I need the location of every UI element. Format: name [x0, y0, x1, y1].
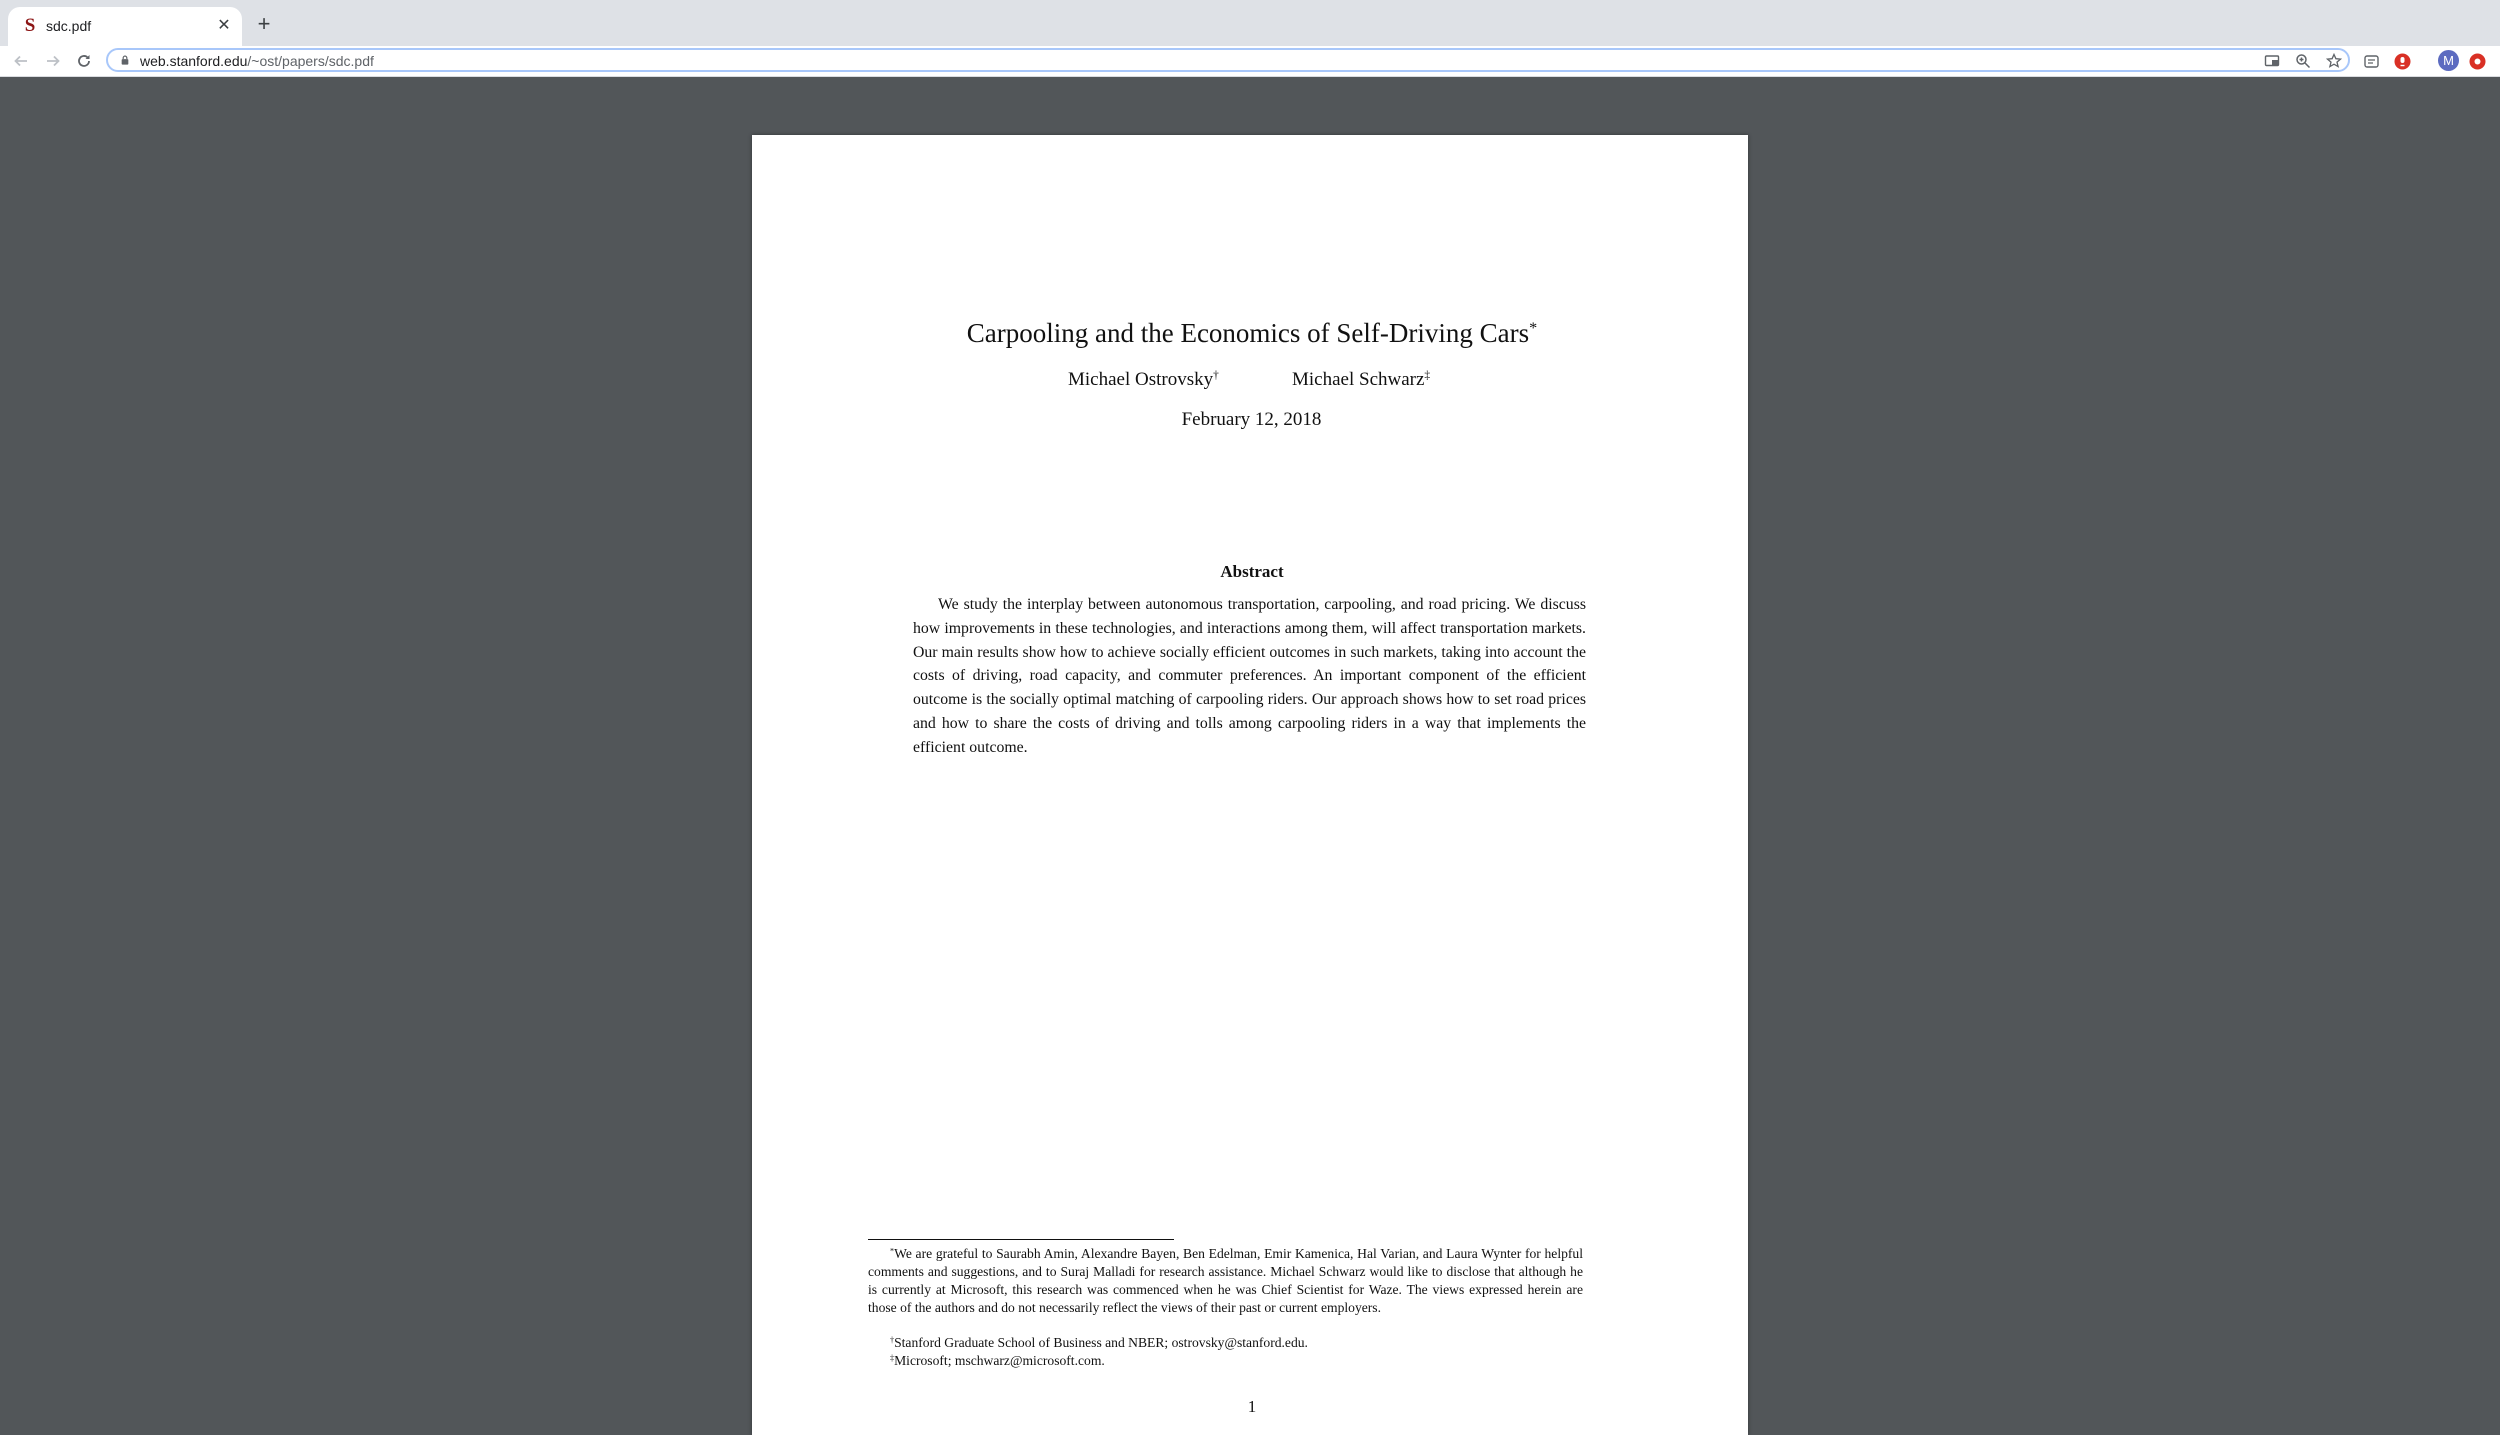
- reload-button[interactable]: [72, 49, 96, 73]
- tab-strip: [0, 0, 2500, 46]
- footnote-text: Stanford Graduate School of Business and NBER; ostrovsky@stanford.edu.: [894, 1335, 1308, 1350]
- footnote-acknowledgements: [868, 1245, 1583, 1317]
- record-extension-icon[interactable]: [2394, 53, 2411, 70]
- new-tab-button[interactable]: +: [257, 11, 271, 36]
- address-bar[interactable]: [106, 48, 2350, 72]
- close-tab-icon[interactable]: ✕: [217, 17, 231, 34]
- cast-icon[interactable]: [2264, 53, 2280, 69]
- author-ostrovsky: [1068, 368, 1219, 392]
- author-name: Michael Ostrovsky: [1068, 369, 1214, 390]
- tab-title: sdc.pdf: [46, 18, 92, 34]
- paper-date: February 12, 2018: [1181, 409, 1322, 430]
- pdf-viewer[interactable]: [0, 77, 2500, 1416]
- author-schwarz: [1292, 368, 1430, 392]
- author-footnote-mark: †: [1213, 369, 1219, 382]
- footnote-text: Microsoft; mschwarz@microsoft.com.: [894, 1353, 1105, 1368]
- footnote-ostrovsky: [868, 1334, 1583, 1352]
- forward-icon: [46, 54, 60, 68]
- update-menu-icon[interactable]: [2469, 53, 2486, 70]
- extension-icon[interactable]: [2363, 53, 2380, 70]
- pdf-page: [752, 135, 1748, 1435]
- title-footnote-mark: *: [1529, 319, 1538, 338]
- back-button[interactable]: [9, 49, 33, 73]
- footnote-schwarz: [868, 1352, 1583, 1370]
- lock-icon[interactable]: [120, 55, 130, 65]
- abstract-heading: Abstract: [1220, 562, 1284, 581]
- reload-icon: [77, 54, 91, 68]
- footnote-mark: *: [890, 1246, 895, 1256]
- footnote-mark: †: [890, 1335, 895, 1345]
- footnote-mark: ‡: [890, 1353, 895, 1363]
- forward-button[interactable]: [41, 49, 65, 73]
- paper-title: [752, 316, 1752, 350]
- paper-title-text: Carpooling and the Economics of Self-Driving Cars: [966, 318, 1530, 348]
- browser-tab[interactable]: [8, 7, 242, 46]
- back-icon: [14, 54, 28, 68]
- url-text[interactable]: [140, 52, 374, 70]
- bookmark-star-icon[interactable]: [2326, 53, 2342, 69]
- url-path: /~ost/papers/sdc.pdf: [247, 53, 374, 69]
- author-footnote-mark: ‡: [1424, 369, 1431, 382]
- footnote-rule: [868, 1239, 1174, 1240]
- footnote-text: We are grateful to Saurabh Amin, Alexandre Bayen, Ben Edelman, Emir Kamenica, Hal Varian, and Laura Wynter for helpful comments and suggestions, and to Suraj Malladi for research assistance. Michael Schwarz would like to disclose that although he is currently at Microsoft, this research was commenced when he was Chief Scientist for Waze. The views expressed herein are those of the authors and do not necessarily reflect the views of their past or current employers.: [868, 1246, 1583, 1315]
- abstract-text: We study the interplay between autonomous transportation, carpooling, and road pricing. We discuss how improvements in these technologies, and interactions among them, will affect transportation markets. Our main results show how to achieve socially efficient outcomes in such markets, taking into account the costs of driving, road capacity, and commuter preferences. An important component of the efficient outcome is the socially optimal matching of carpooling riders. Our approach shows how to set road prices and how to share the costs of driving and tolls among carpooling riders in a way that implements the efficient outcome.: [913, 596, 1586, 756]
- url-host: web.stanford.edu: [140, 53, 248, 69]
- profile-avatar[interactable]: M: [2438, 50, 2459, 71]
- zoom-icon[interactable]: [2295, 53, 2311, 69]
- browser-toolbar: [0, 46, 2500, 77]
- author-name: Michael Schwarz: [1292, 369, 1425, 390]
- page-number: 1: [1247, 1397, 1257, 1416]
- stanford-favicon-icon: S: [24, 15, 36, 36]
